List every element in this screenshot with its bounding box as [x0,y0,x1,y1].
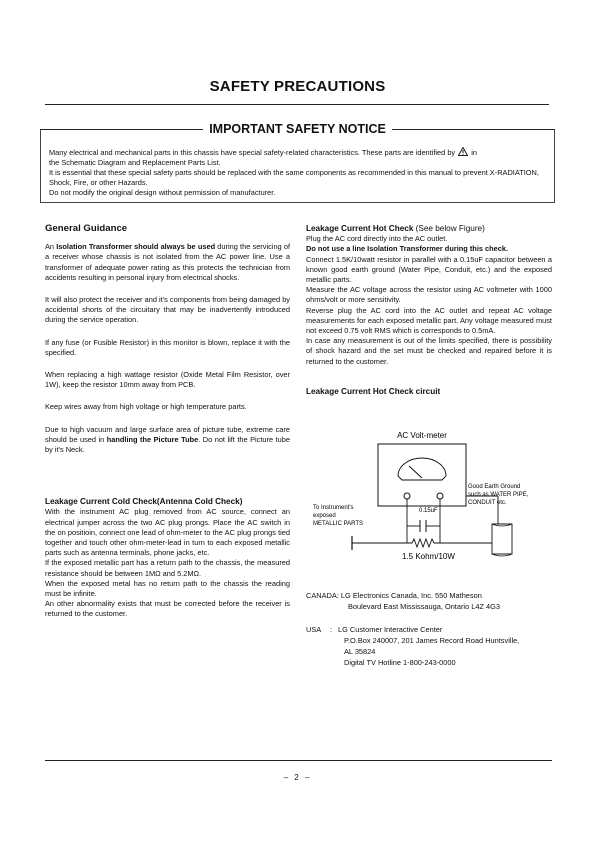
general-paragraph-1 [45,242,290,283]
canada-line-2: Boulevard East Mississauga, Ontario L4Z 4G3 [348,602,500,611]
cold-check-paragraph-4: An other abnormality exists that must be corrected before the receiver is returned to the customer. [45,599,290,619]
general-paragraph-6 [45,425,290,456]
cold-check-paragraph-1: With the instrument AC plug removed from AC source, connect an electrical jumper across the two AC plug prongs. Place the AC switch in the on positioin, connect one lead of ohm-meter to the AC plug prongs tied together and touch other ohm-meter-lead in turn to each exposed metallic parts such as antenna terminals, phone jacks, etc. [45,507,290,558]
notice-line-3: It is essential that these special safety parts should be replaced with the same components as recommended in this manual to prevent X-RADIATION, Shock, Fire, or other Hazards. [49,168,539,187]
hot-check-line-3: Connect 1.5K/10watt resistor in parallel with a 0.15uF capacitor between a known good earth ground (Water Pipe, Conduit, etc.) and the exposed metallic parts. [306,254,552,285]
hot-check-line-5: Reverse plug the AC cord into the AC outlet and repeat AC voltage measurements for each exposed metallic part. Any voltage measured must not exceed 0.75 volt RMS which is corresponds to 0.5mA. [306,305,552,336]
voltmeter-needle [409,466,422,478]
notice-line-1b: in [471,148,478,157]
notice-line-2: the Schematic Diagram and Replacement Parts List. [49,158,221,167]
ground-label-3: CONDUIT etc. [468,500,507,506]
cold-check-heading: Leakage Current Cold Check(Antenna Cold Check) [45,497,243,507]
left-column [45,224,290,620]
water-pipe-icon [492,524,512,554]
cold-check-paragraph-2: If the exposed metallic part has a return path to the chassis, the measured resistance should be between 1MΩ and 5.2MΩ. [45,558,290,578]
usa-center: LG Customer Interactive Center [338,625,443,634]
instrument-label-1: To Instrument's [313,505,354,511]
resistor-symbol [407,539,440,547]
general-p1-pre: An [45,242,57,252]
general-p6-bold: handling the Picture Tube [106,434,199,444]
canada-line-1 [306,590,556,601]
usa-line-4: Digital TV Hotline 1-800-243-0000 [344,658,456,667]
general-paragraph-4: When replacing a high wattage resistor (Oxide Metal Film Resistor, over 1W), keep the resistor 10mm away from PCB. [45,370,290,390]
canada-label: CANADA: [306,591,339,600]
hot-check-line-6: In case any measurement is out of the limits specified, there is possibility of shock hazard and the set must be checked and repaired before it is returned to the customer. [306,336,552,366]
notice-line-4: Do not modify the original design without permission of manufacturer. [49,188,276,197]
usa-line-1 [306,624,556,635]
instrument-label-3: METALLIC PARTS [313,521,364,527]
footer-divider [45,760,552,761]
voltmeter-dial [398,458,446,480]
instrument-label-2: exposed [313,513,336,519]
voltmeter-terminal-left [404,493,410,499]
general-p1-bold: Isolation Transformer should always be used [56,242,216,252]
cold-check-paragraph-3: When the exposed metal has no return path to the chassis the reading must be infinite. [45,578,290,599]
canada-address [306,590,556,612]
usa-separator: : [330,625,333,634]
page-title: SAFETY PRECAUTIONS [209,78,386,95]
general-p1-post: during the servicing of a receiver whose chassis is not isolated from the AC power line. Use a transformer of adequate power rating as this protects the technician from accidents resulting in personal injury from electrical shocks. [45,242,291,282]
title-divider [45,104,549,105]
general-paragraph-3: If any fuse (or Fusible Resistor) in this monitor is blown, replace it with the specified. [45,337,290,357]
hot-check-line-2: Do not use a line Isolation Transformer during this check. [306,244,509,254]
capacitor-label: 0.15uF [419,508,438,514]
hot-check-heading [306,224,552,234]
usa-line-3: AL 35824 [344,647,376,656]
right-column [306,224,552,397]
page-number: – 2 – [283,773,312,782]
notice-heading-text: IMPORTANT SAFETY NOTICE [209,122,386,136]
general-p6-pre: Due to high vacuum and large surface area of picture tube, extreme care should be used in [45,424,290,444]
hot-check-heading-note: (See below Figure) [413,224,485,233]
notice-box [40,130,555,203]
usa-line-2: P.O.Box 240007, 201 James Record Road Huntsville, [344,636,520,645]
hot-check-circuit-diagram [306,428,556,578]
hot-check-line-1: Plug the AC cord directly into the AC outlet. [306,234,448,244]
general-guidance-heading: General Guidance [45,223,128,234]
canada-company: LG Electronics Canada, Inc. 550 Matheson [340,591,482,600]
general-p6-post: . Do not lift the Picture tube by it's Neck. [45,434,290,455]
voltmeter-box [378,444,466,506]
notice-line-1 [49,147,546,158]
notice-line-1a: Many electrical and mechanical parts in this chassis have special safety-related characteristics. These parts are identified by [49,148,456,157]
general-paragraph-2: It will also protect the receiver and it's components from being damaged by accidental shorts of the circuitary that may be inadvertently introduced during the service operation. [45,295,290,325]
general-paragraph-5: Keep wires away from high voltage or high temperature parts. [45,402,247,412]
resistor-label: 1.5 Kohm/10W [402,552,455,561]
circuit-heading: Leakage Current Hot Check circuit [306,386,441,396]
hot-check-heading-text: Leakage Current Hot Check [306,224,414,233]
usa-label: USA [306,625,322,634]
ground-label-1: Good Earth Ground [468,484,521,490]
voltmeter-terminal-right [437,493,443,499]
hot-check-line-4: Measure the AC voltage across the resistor using AC voltmeter with 1000 ohms/volt or more sensitivity. [306,285,552,305]
meter-label: AC Volt-meter [397,431,447,440]
ground-label-2: such as WATER PIPE, [468,492,529,498]
usa-address [306,624,556,668]
safety-warning-icon [458,147,468,156]
